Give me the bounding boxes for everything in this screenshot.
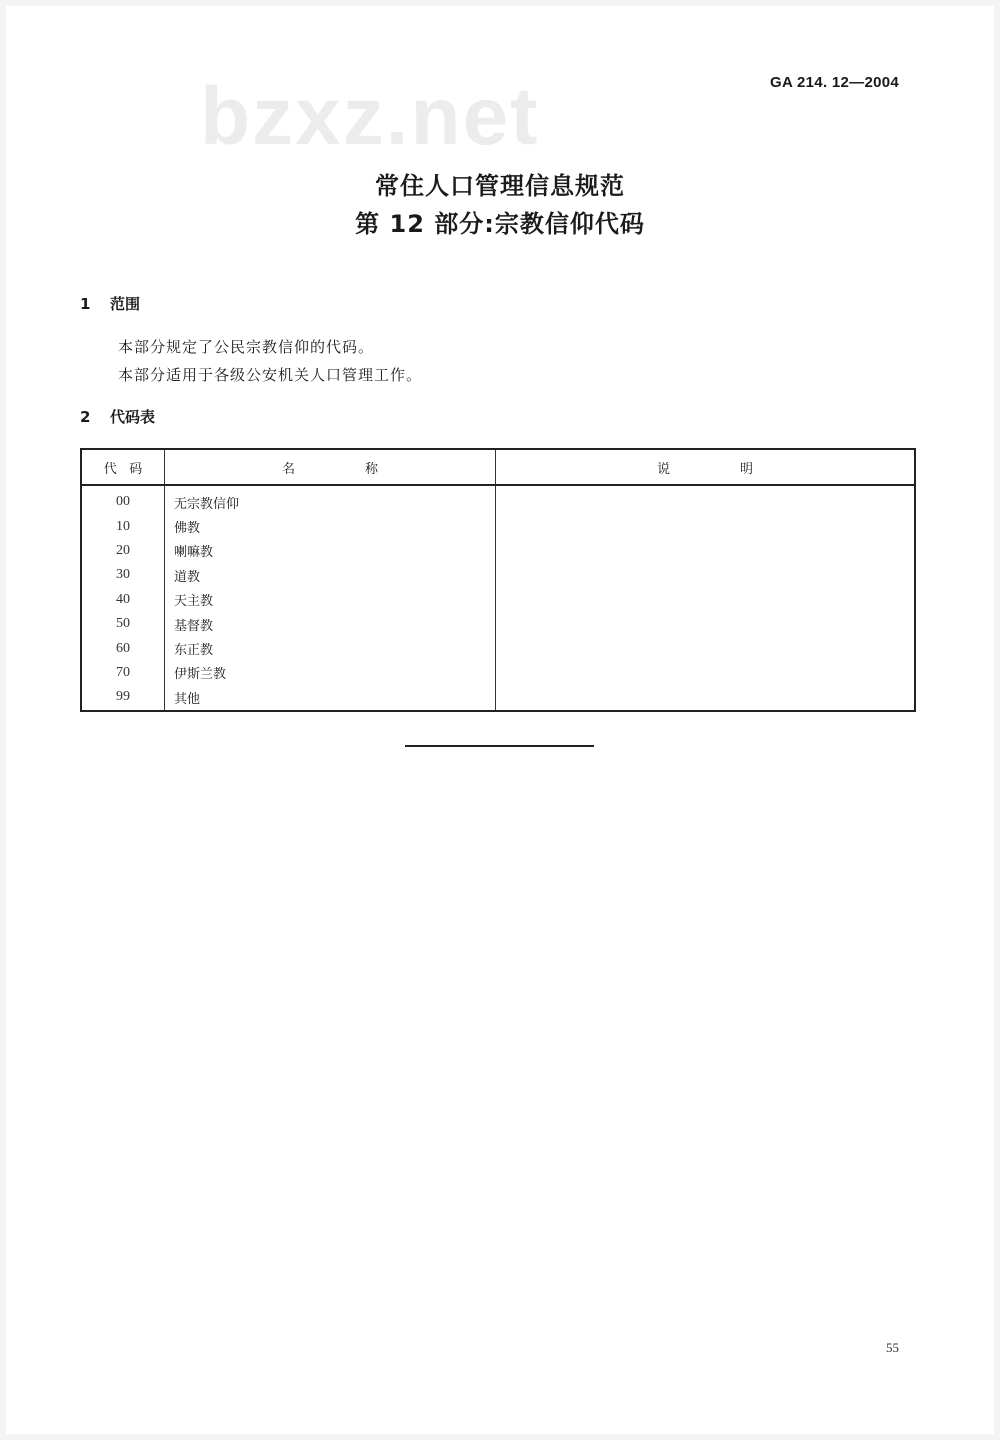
- table-header-row: [81, 449, 915, 485]
- section-heading-code-table: [80, 406, 155, 427]
- description-cell: [496, 514, 916, 538]
- name-cell: 佛教: [165, 514, 496, 538]
- header-name-char: 名: [281, 461, 295, 477]
- table-row: [81, 661, 915, 685]
- table-row: [81, 563, 915, 587]
- section-heading-scope: [80, 293, 140, 314]
- end-rule: [405, 745, 594, 747]
- description-cell: [496, 685, 916, 710]
- document-subtitle: 第 12 部分:宗教信仰代码: [355, 210, 645, 238]
- header-name: [165, 449, 496, 485]
- header-name-char: 称: [365, 461, 379, 477]
- code-cell: 99: [116, 689, 130, 705]
- description-cell: [496, 588, 916, 612]
- table-row: [81, 685, 915, 710]
- name-cell: 道教: [165, 563, 496, 587]
- code-cell: 30: [116, 567, 130, 583]
- description-cell: [496, 661, 916, 685]
- description-cell: [496, 612, 916, 636]
- paragraph: 本部分规定了公民宗教信仰的代码。: [118, 338, 375, 356]
- description-cell: [496, 636, 916, 660]
- code-cell: 60: [116, 640, 130, 656]
- paragraph: 本部分适用于各级公安机关人口管理工作。: [118, 366, 423, 384]
- section-number: 1: [80, 295, 91, 313]
- code-cell: 70: [116, 664, 130, 680]
- name-cell: 伊斯兰教: [165, 661, 496, 685]
- table-row: [81, 539, 915, 563]
- standard-number: GA 214. 12—2004: [770, 74, 900, 91]
- section-title: 代码表: [110, 408, 156, 426]
- code-cell: 50: [116, 616, 130, 632]
- document-title: 常住人口管理信息规范: [375, 172, 625, 200]
- table-row: [81, 514, 915, 538]
- table-row: [81, 588, 915, 612]
- description-cell: [496, 563, 916, 587]
- section-title: 范围: [110, 295, 141, 313]
- name-cell: 天主教: [165, 588, 496, 612]
- header-code: [81, 449, 165, 485]
- name-cell: 无宗教信仰: [165, 485, 496, 514]
- description-cell: [496, 539, 916, 563]
- header-code-char: 代: [103, 461, 117, 477]
- name-cell: 喇嘛教: [165, 539, 496, 563]
- name-cell: 其他: [165, 685, 496, 710]
- section-number: 2: [80, 408, 91, 426]
- header-description-char: 明: [740, 461, 754, 477]
- code-table: [80, 448, 916, 712]
- header-description-char: 说: [656, 461, 670, 477]
- table-row: [81, 612, 915, 636]
- code-cell: 00: [116, 494, 130, 510]
- header-code-char: 码: [129, 461, 143, 477]
- description-cell: [496, 485, 916, 514]
- table-row: [81, 485, 915, 514]
- name-cell: 东正教: [165, 636, 496, 660]
- name-cell: 基督教: [165, 612, 496, 636]
- header-description: [496, 449, 916, 485]
- watermark: bzxz.net: [200, 71, 540, 162]
- table-row: [81, 636, 915, 660]
- code-cell: 40: [116, 591, 130, 607]
- page-number: 55: [886, 1340, 899, 1355]
- code-cell: 10: [116, 518, 130, 534]
- code-cell: 20: [116, 542, 130, 558]
